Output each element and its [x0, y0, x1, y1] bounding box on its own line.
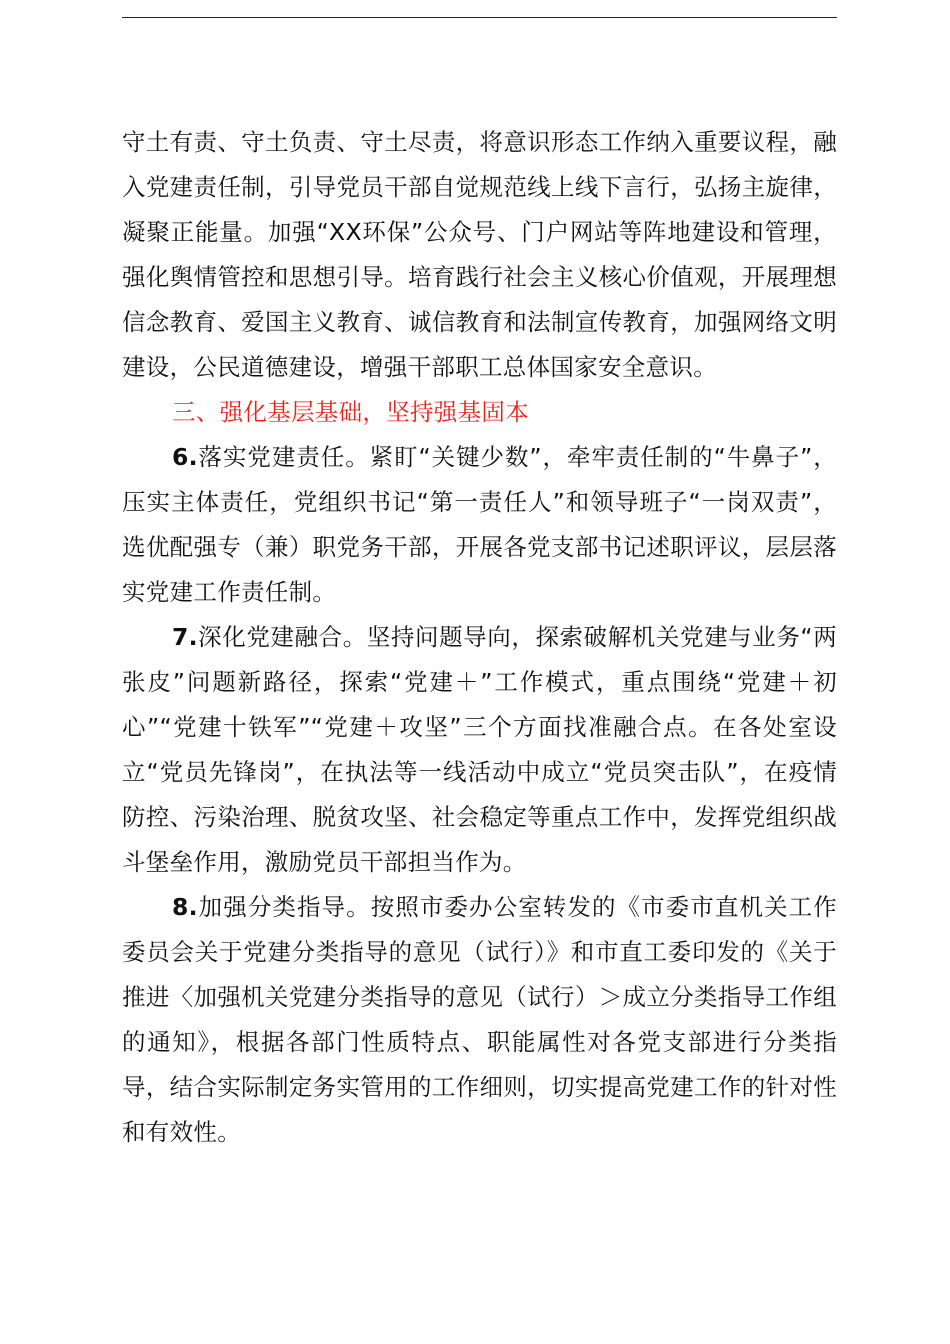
item-number-7: 7.	[172, 623, 198, 651]
header-rule	[122, 17, 837, 18]
paragraph-item-6	[122, 435, 837, 615]
paragraph-ideology: 守土有责、守土负责、守土尽责，将意识形态工作纳入重要议程，融入党建责任制，引导党员干部自觉规范线上线下言行，弘扬主旋律，凝聚正能量。加强“XX环保”公众号、门户网站等阵地建设和管理，强化舆情管控和思想引导。培育践行社会主义核心价值观，开展理想信念教育、爱国主义教育、诚信教育和法制宣传教育，加强网络文明建设，公民道德建设，增强干部职工总体国家安全意识。	[122, 128, 837, 381]
item-text-6: 落实党建责任。紧盯“关键少数”，牵牢责任制的“牛鼻子”，压实主体责任，党组织书记“第一责任人”和领导班子“一岗双责”，选优配强专（兼）职党务干部，开展各党支部书记述职评议，层层落实党建工作责任制。	[122, 443, 837, 606]
paragraph-item-7	[122, 615, 837, 885]
item-text-8: 加强分类指导。按照市委办公室转发的《市委市直机关工作委员会关于党建分类指导的意见（试行）》和市直工委印发的《关于推进〈加强机关党建分类指导的意见（试行）＞成立分类指导工作组的通知》，根据各部门性质特点、职能属性对各党支部进行分类指导，结合实际制定务实管用的工作细则，切实提高党建工作的针对性和有效性。	[122, 893, 837, 1146]
document-body	[122, 120, 837, 1155]
section-heading: 三、强化基层基础，坚持强基固本	[172, 398, 529, 426]
item-number-8: 8.	[172, 893, 198, 921]
item-text-7: 深化党建融合。坚持问题导向，探索破解机关党建与业务“两张皮”问题新路径，探索“党建＋”工作模式，重点围绕“党建＋初心”“党建十铁军”“党建＋攻坚”三个方面找准融合点。在各处室设立“党员先锋岗”，在执法等一线活动中成立“党员突击队”，在疫情防控、污染治理、脱贫攻坚、社会稳定等重点工作中，发挥党组织战斗堡垒作用，激励党员干部担当作为。	[122, 623, 837, 876]
item-number-6: 6.	[172, 443, 198, 471]
paragraph-item-8	[122, 885, 837, 1155]
